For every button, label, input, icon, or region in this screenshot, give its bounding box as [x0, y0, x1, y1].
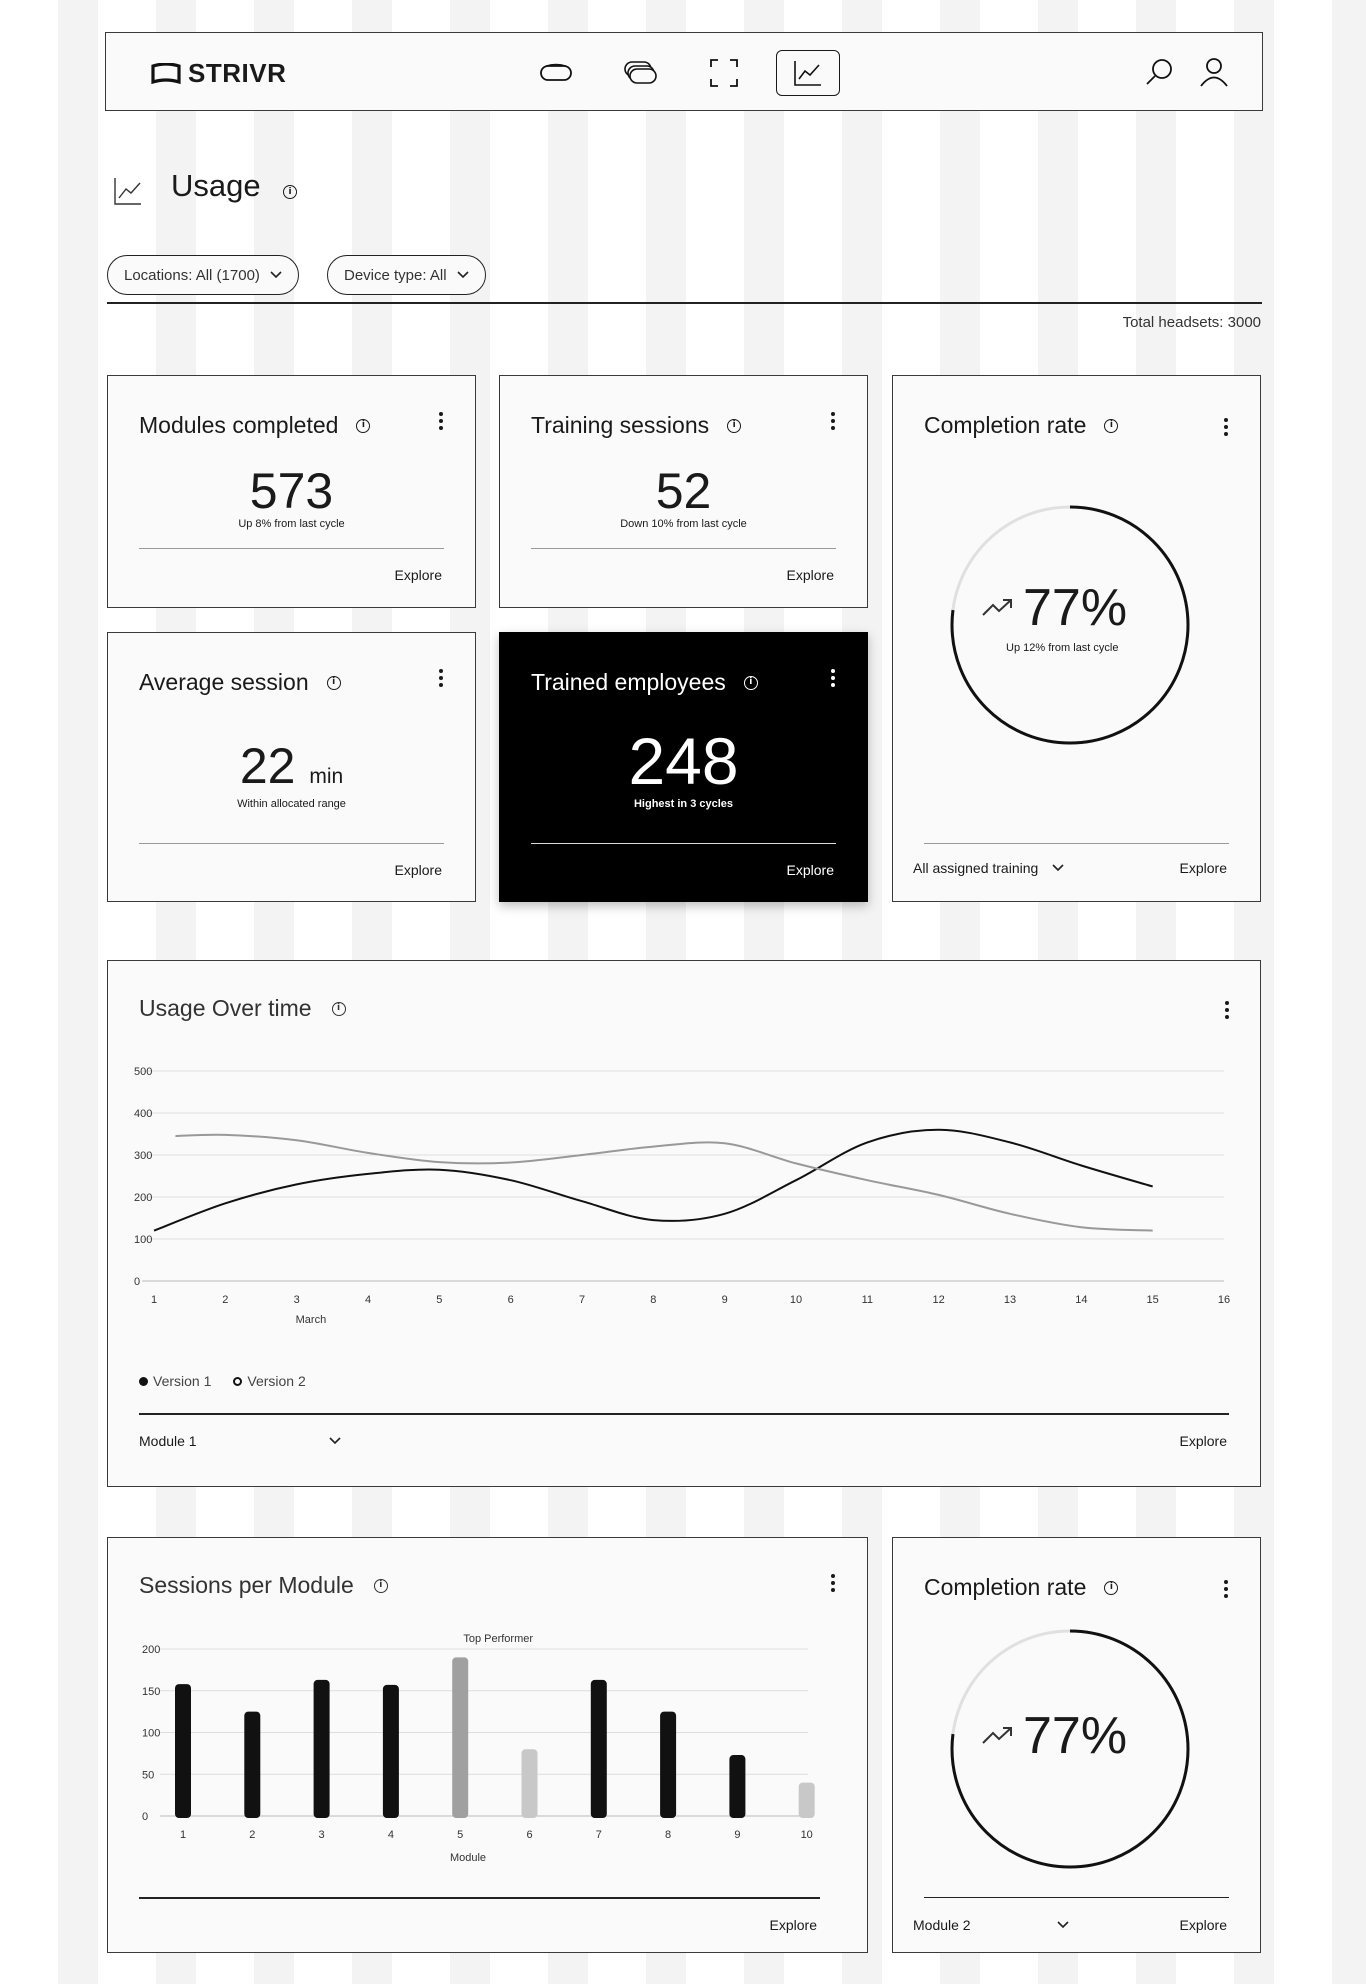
card-title: Training sessions: [531, 412, 710, 438]
card-divider: [924, 843, 1229, 844]
trending-up-icon: [981, 1725, 1015, 1747]
card-divider: [139, 548, 444, 549]
metric-value-group: [108, 737, 475, 795]
info-icon[interactable]: i: [356, 419, 370, 433]
metric-subtext: Highest in 3 cycles: [633, 798, 734, 810]
series-line: [154, 1130, 1153, 1231]
module-selector[interactable]: [139, 1433, 341, 1449]
y-tick-label: 100: [142, 1727, 161, 1740]
average-session-card: [107, 632, 476, 902]
card-title: Modules completed: [139, 412, 339, 438]
y-tick-label: 100: [134, 1234, 153, 1246]
x-tick-label: 6: [526, 1829, 533, 1841]
nav-fullscreen-button[interactable]: [692, 50, 756, 96]
locations-filter-label: Locations: All (1700): [124, 266, 260, 284]
card-title: Completion rate: [924, 412, 1087, 438]
sessions-per-module-card: [107, 1537, 868, 1953]
y-tick-label: 200: [134, 1192, 153, 1204]
metric-value: 248: [628, 724, 739, 798]
device-type-filter[interactable]: [327, 255, 486, 295]
card-title: Completion rate: [924, 1574, 1087, 1600]
sessions-bar-chart: [108, 1538, 867, 1888]
metric-subtext: Up 8% from last cycle: [238, 518, 345, 530]
y-tick-label: 500: [134, 1066, 153, 1078]
explore-link[interactable]: Explore: [1179, 860, 1227, 876]
usage-chart-icon: [113, 176, 143, 211]
card-divider: [139, 1897, 820, 1899]
info-icon[interactable]: i: [327, 676, 341, 690]
x-tick-label: 10: [789, 1294, 803, 1306]
chevron-down-icon: [1057, 1921, 1069, 1929]
info-icon[interactable]: i: [1104, 419, 1118, 433]
y-tick-label: 200: [142, 1644, 161, 1656]
x-tick-label: 14: [1075, 1294, 1088, 1306]
bar: [175, 1684, 191, 1818]
bar: [591, 1680, 607, 1818]
bar: [452, 1657, 468, 1818]
more-options-icon[interactable]: [1224, 418, 1228, 436]
legend-marker: [233, 1377, 242, 1386]
info-icon[interactable]: i: [374, 1579, 388, 1593]
completion-rate-module-card: [892, 1537, 1261, 1953]
legend-label: Version 2: [247, 1373, 306, 1389]
x-tick-label: 3: [293, 1294, 300, 1306]
x-tick-label: 11: [861, 1294, 874, 1306]
info-icon[interactable]: i: [283, 185, 297, 199]
y-tick-label: 0: [142, 1811, 149, 1823]
x-axis-label: Module: [449, 1852, 487, 1864]
metric-subtext: Within allocated range: [237, 798, 346, 810]
x-tick-label: 6: [507, 1294, 514, 1306]
chevron-down-icon: [329, 1437, 341, 1445]
bar: [799, 1783, 815, 1818]
top-navigation-bar: [105, 32, 1263, 111]
x-tick-label: 7: [595, 1829, 602, 1841]
top-performer-label: Top Performer: [463, 1633, 534, 1645]
total-headsets: Total headsets: 3000: [1122, 314, 1261, 331]
fullscreen-icon: [709, 58, 739, 88]
y-tick-label: 50: [142, 1769, 155, 1782]
x-tick-label: 2: [249, 1829, 256, 1841]
device-type-filter-label: Device type: All: [344, 266, 447, 284]
card-divider: [531, 548, 836, 549]
x-axis-label: March: [295, 1314, 327, 1326]
metric-unit: min: [309, 765, 344, 788]
bar: [244, 1712, 260, 1818]
explore-link[interactable]: Explore: [1179, 1917, 1227, 1933]
logo-icon: [150, 63, 182, 85]
y-tick-label: 300: [134, 1150, 153, 1162]
completion-value-group: [981, 1706, 1127, 1766]
chart-line-icon: [793, 59, 823, 87]
x-tick-label: 2: [222, 1294, 229, 1306]
series-line: [175, 1135, 1152, 1231]
legend-item[interactable]: [233, 1373, 305, 1389]
explore-link[interactable]: Explore: [786, 567, 834, 583]
card-divider: [531, 843, 836, 844]
x-tick-label: 13: [1003, 1294, 1017, 1306]
info-icon[interactable]: i: [727, 419, 741, 433]
x-tick-label: 5: [457, 1829, 464, 1841]
chart-title: Sessions per Module: [139, 1572, 354, 1598]
x-tick-label: 1: [179, 1829, 187, 1841]
more-options-icon[interactable]: [831, 669, 835, 687]
bar: [729, 1755, 745, 1818]
legend-label: Version 1: [153, 1373, 212, 1389]
trending-up-icon: [981, 597, 1015, 619]
x-tick-label: 12: [932, 1294, 945, 1306]
trained-employees-card: [499, 632, 868, 902]
y-tick-label: 400: [134, 1108, 153, 1120]
completion-rate-card: [892, 375, 1261, 902]
more-options-icon[interactable]: [831, 412, 835, 430]
more-options-icon[interactable]: [439, 669, 443, 687]
search-icon: [1144, 57, 1174, 87]
completion-value-group: [981, 578, 1127, 638]
training-selector[interactable]: [913, 860, 1064, 876]
modules-completed-card: [107, 375, 476, 608]
more-options-icon[interactable]: [439, 412, 443, 430]
x-tick-label: 4: [364, 1294, 372, 1306]
chart-legend: [139, 1373, 306, 1389]
search-button[interactable]: [1144, 57, 1174, 87]
chart-title: Usage Over time: [139, 995, 312, 1021]
x-tick-label: 8: [650, 1294, 657, 1306]
legend-item[interactable]: [139, 1373, 211, 1389]
headset-icon: [539, 62, 573, 84]
x-tick-label: 3: [318, 1829, 325, 1841]
chevron-down-icon: [457, 271, 469, 279]
explore-link[interactable]: Explore: [394, 567, 442, 583]
module-selector-label: Module 1: [139, 1433, 197, 1449]
user-icon: [1199, 57, 1229, 87]
stack-icon: [623, 60, 657, 86]
info-icon[interactable]: i: [332, 1002, 346, 1016]
bar: [383, 1685, 399, 1818]
explore-link[interactable]: Explore: [769, 1917, 817, 1933]
card-divider: [139, 843, 444, 844]
logo-text: STRIVR: [188, 58, 287, 88]
completion-subtext: Up 12% from last cycle: [1006, 642, 1119, 654]
info-icon[interactable]: i: [744, 676, 758, 690]
filters-divider: [107, 302, 1262, 304]
training-sessions-card: [499, 375, 868, 608]
explore-link[interactable]: Explore: [394, 862, 442, 878]
completion-value: 77%: [1023, 1707, 1128, 1765]
chevron-down-icon: [270, 271, 282, 279]
metric-subtext: Down 10% from last cycle: [620, 518, 747, 530]
module-selector[interactable]: [913, 1917, 1069, 1933]
metric-value: 573: [249, 463, 334, 519]
x-tick-label: 10: [800, 1829, 813, 1841]
card-title: Trained employees: [531, 669, 726, 695]
bar: [522, 1749, 538, 1818]
x-tick-label: 16: [1217, 1294, 1231, 1306]
x-tick-label: 9: [734, 1829, 741, 1841]
usage-over-time-card: [107, 960, 1261, 1487]
page-title: Usage: [171, 168, 261, 203]
nav-stack-button[interactable]: [608, 50, 672, 96]
y-tick-label: 0: [134, 1276, 141, 1288]
x-tick-label: 8: [665, 1829, 672, 1841]
metric-value: 22: [239, 738, 296, 794]
card-divider: [924, 1897, 1229, 1898]
info-icon[interactable]: i: [1104, 1581, 1118, 1595]
x-tick-label: 15: [1146, 1294, 1159, 1306]
x-tick-label: 1: [150, 1294, 158, 1306]
metric-value: 52: [655, 463, 712, 519]
training-selector-label: All assigned training: [913, 860, 1039, 876]
y-tick-label: 150: [142, 1685, 161, 1698]
explore-link[interactable]: Explore: [786, 862, 834, 878]
strivr-logo[interactable]: [150, 58, 286, 89]
usage-line-chart: [108, 961, 1260, 1361]
locations-filter[interactable]: [107, 255, 299, 295]
chevron-down-icon: [1052, 864, 1064, 872]
x-tick-label: 7: [578, 1294, 586, 1306]
legend-marker: [139, 1377, 148, 1386]
profile-button[interactable]: [1199, 57, 1229, 87]
bar: [660, 1712, 676, 1818]
card-divider: [139, 1413, 1229, 1415]
x-tick-label: 5: [436, 1294, 443, 1306]
x-tick-label: 9: [721, 1294, 728, 1306]
completion-value: 77%: [1023, 579, 1128, 637]
explore-link[interactable]: Explore: [1179, 1433, 1227, 1449]
module-selector-label: Module 2: [913, 1917, 971, 1933]
bar: [314, 1680, 330, 1818]
more-options-icon[interactable]: [1224, 1580, 1228, 1598]
card-title: Average session: [139, 669, 309, 695]
nav-analytics-button[interactable]: [776, 50, 840, 96]
nav-headset-button[interactable]: [524, 50, 588, 96]
x-tick-label: 4: [387, 1829, 394, 1841]
